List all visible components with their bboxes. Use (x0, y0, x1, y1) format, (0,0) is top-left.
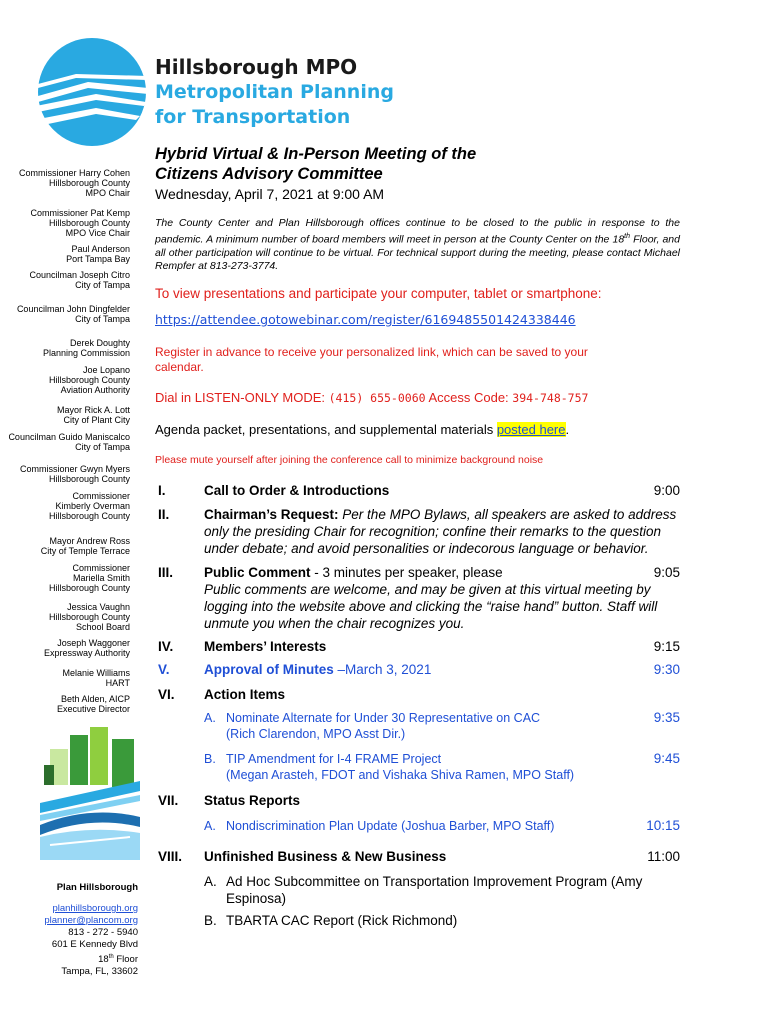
agenda-packet-line: Agenda packet, presentations, and supplemental materials posted here. (155, 422, 570, 437)
member-name: Commissioner (72, 491, 130, 501)
member-role: City of Tampa (75, 280, 130, 290)
member-role: Hillsborough County (48, 178, 130, 188)
logo-subtitle-2: for Transportation (155, 106, 351, 128)
member-name: Councilman Guido Maniscalco (8, 432, 130, 442)
member-role: Mariella Smith (72, 573, 130, 583)
board-member (0, 694, 130, 714)
board-member (0, 304, 130, 324)
member-role: MPO Vice Chair (65, 228, 130, 238)
member-name: Councilman John Dingfelder (16, 304, 130, 314)
contact-phone: 813 - 272 - 5940 (68, 927, 138, 938)
member-role: City of Tampa (75, 442, 130, 452)
board-member (0, 405, 130, 425)
member-role: City of Plant City (63, 415, 130, 425)
logo-subtitle-1: Metropolitan Planning (155, 81, 394, 103)
agenda-main: Hybrid Virtual & In-Person Meeting of the Citizens Advisory Committee Wednesday, April 7, 2021 at 9:00 AM The County Center and Plan Hillsborough offices continue to be closed to the public in response to the pandemic. A minimum number of board members will meet in person at the County Center on the 18th Floor, and all other participation will continue to be virtual. For technical support during the meeting, please contact Michael Rempfer at 813-273-3774. To view presentations and participate your computer, tablet or smartphone: https://attendee.gotowebinar.com/register/6169485501424338446 Register in advance to receive your personalized link, which can be saved to your calendar. Dial in LISTEN-ONLY MODE: (415) 655-0060 Access Code: 394-748-757 Agenda packet, presentations, and supplemental materials posted here. Please mute yourself after joining the conference call to minimize background noise I. Call to Order & Introductions 9:00 II. Chairman’s Request: Per the MPO Bylaws, all speakers are asked to address only the presiding Chair for recognition; confine their remarks to the question under debate; and avoid personalities or indecorous language or behavior. III. Public Comment - 3 minutes per speaker, please Public comments are welcome, and may be given at this virtual meeting by logging into the website above and clicking the “raise hand” button. Staff will unmute you when the chair recognizes you. 9:05 IV. Members’ Interests 9:15 V. Approval of Minutes –March 3, 2021 9:30 VI. Action Items A. Nominate Alternate for Under 30 Representative on CAC (Rich Clarendon, MPO Asst Dir.) 9:35 B. TIP Amendment for I-4 FRAME Project (Megan Arasteh, FDOT and Vishaka Shiva Ramen, MPO Staff) 9:45 VII. Status Reports A. Nondiscrimination Plan Update (Joshua Barber, MPO Staff) 10:15 VIII. Unfinished Business & New Business 11:00 A. Ad Hoc Subcommittee on Transportation Improvement Program (Amy Espinosa) B. TBARTA CAC Report (Rick Richmond) (155, 145, 680, 928)
member-role: Port Tampa Bay (66, 254, 130, 264)
transportation-illustration-icon (40, 725, 140, 860)
member-name: Paul Anderson (71, 244, 130, 254)
closure-notice: The County Center and Plan Hillsborough offices continue to be closed to the public in response to the pandemic. A minimum number of board members will meet in person at the County Center on the 18th Floor, and all other participation will continue to be virtual. For technical support during the meeting, please contact Michael Rempfer at 813-273-3774. (155, 217, 680, 272)
member-role: Planning Commission (42, 348, 130, 358)
member-role: Hillsborough County (48, 511, 130, 521)
contact-title: Plan Hillsborough (56, 882, 138, 893)
member-role: Executive Director (56, 704, 130, 714)
member-role: Hillsborough County (48, 375, 130, 385)
member-role: Hillsborough County (48, 612, 130, 622)
meeting-title-line1: Hybrid Virtual & In-Person Meeting of the (155, 145, 477, 163)
contact-city: Tampa, FL, 33602 (61, 966, 138, 978)
mute-notice: Please mute yourself after joining the conference call to minimize background noise (155, 454, 544, 466)
member-role: School Board (75, 622, 130, 632)
member-role: Expressway Authority (43, 648, 130, 658)
meeting-date: Wednesday, April 7, 2021 at 9:00 AM (155, 186, 385, 202)
board-member (0, 536, 130, 556)
register-text: Register in advance to receive your personalized link, which can be saved to your calendar. (155, 345, 588, 374)
board-member (0, 491, 130, 521)
mpo-logo-icon (36, 36, 148, 148)
member-name: Mayor Rick A. Lott (56, 405, 130, 415)
board-member (0, 668, 130, 688)
posted-here-link[interactable]: posted here (496, 422, 566, 437)
member-name: Commissioner (72, 563, 130, 573)
meeting-title-line2: Citizens Advisory Committee (155, 165, 383, 183)
member-name: Joe Lopano (82, 365, 130, 375)
board-member (0, 168, 130, 198)
board-member (0, 270, 130, 290)
member-name: Melanie Williams (62, 668, 130, 678)
member-role: Aviation Authority (60, 385, 130, 395)
view-presentations-text: To view presentations and participate your computer, tablet or smartphone: (155, 286, 602, 301)
member-name: Mayor Andrew Ross (49, 536, 130, 546)
member-role: Hillsborough County (48, 474, 130, 484)
board-member (0, 208, 130, 238)
board-member (0, 244, 130, 264)
board-member (0, 432, 130, 452)
member-role: HART (105, 678, 130, 688)
member-role: Hillsborough County (48, 583, 130, 593)
member-name: Derek Doughty (69, 338, 130, 348)
contact-floor: 18th Floor (98, 954, 138, 966)
member-role: Hillsborough County (48, 218, 130, 228)
logo-title: Hillsborough MPO (155, 55, 358, 79)
dial-in-line: Dial in LISTEN-ONLY MODE: (415) 655-0060 Access Code: 394-748-757 (155, 390, 589, 405)
member-name: Commissioner Harry Cohen (18, 168, 130, 178)
member-role: MPO Chair (85, 188, 130, 198)
contact-address: 601 E Kennedy Blvd (51, 939, 138, 950)
website-link[interactable]: planhillsborough.org (52, 903, 138, 914)
member-role: City of Temple Terrace (40, 546, 130, 556)
member-name: Commissioner Gwyn Myers (19, 464, 130, 474)
board-member (0, 563, 130, 593)
member-name: Beth Alden, AICP (60, 694, 130, 704)
board-member (0, 602, 130, 632)
webinar-link[interactable]: https://attendee.gotowebinar.com/register/6169485501424338446 (155, 312, 576, 327)
member-name: Councilman Joseph Citro (29, 270, 130, 280)
member-name: Joseph Waggoner (57, 638, 130, 648)
board-member (0, 464, 130, 484)
board-member (0, 338, 130, 358)
member-role: City of Tampa (75, 314, 130, 324)
member-name: Jessica Vaughn (67, 602, 130, 612)
email-link[interactable]: planner@plancom.org (44, 915, 138, 926)
board-member (0, 638, 130, 658)
member-name: Commissioner Pat Kemp (30, 208, 130, 218)
board-member (0, 365, 130, 395)
member-role: Kimberly Overman (55, 501, 130, 511)
contact-block (20, 882, 138, 978)
